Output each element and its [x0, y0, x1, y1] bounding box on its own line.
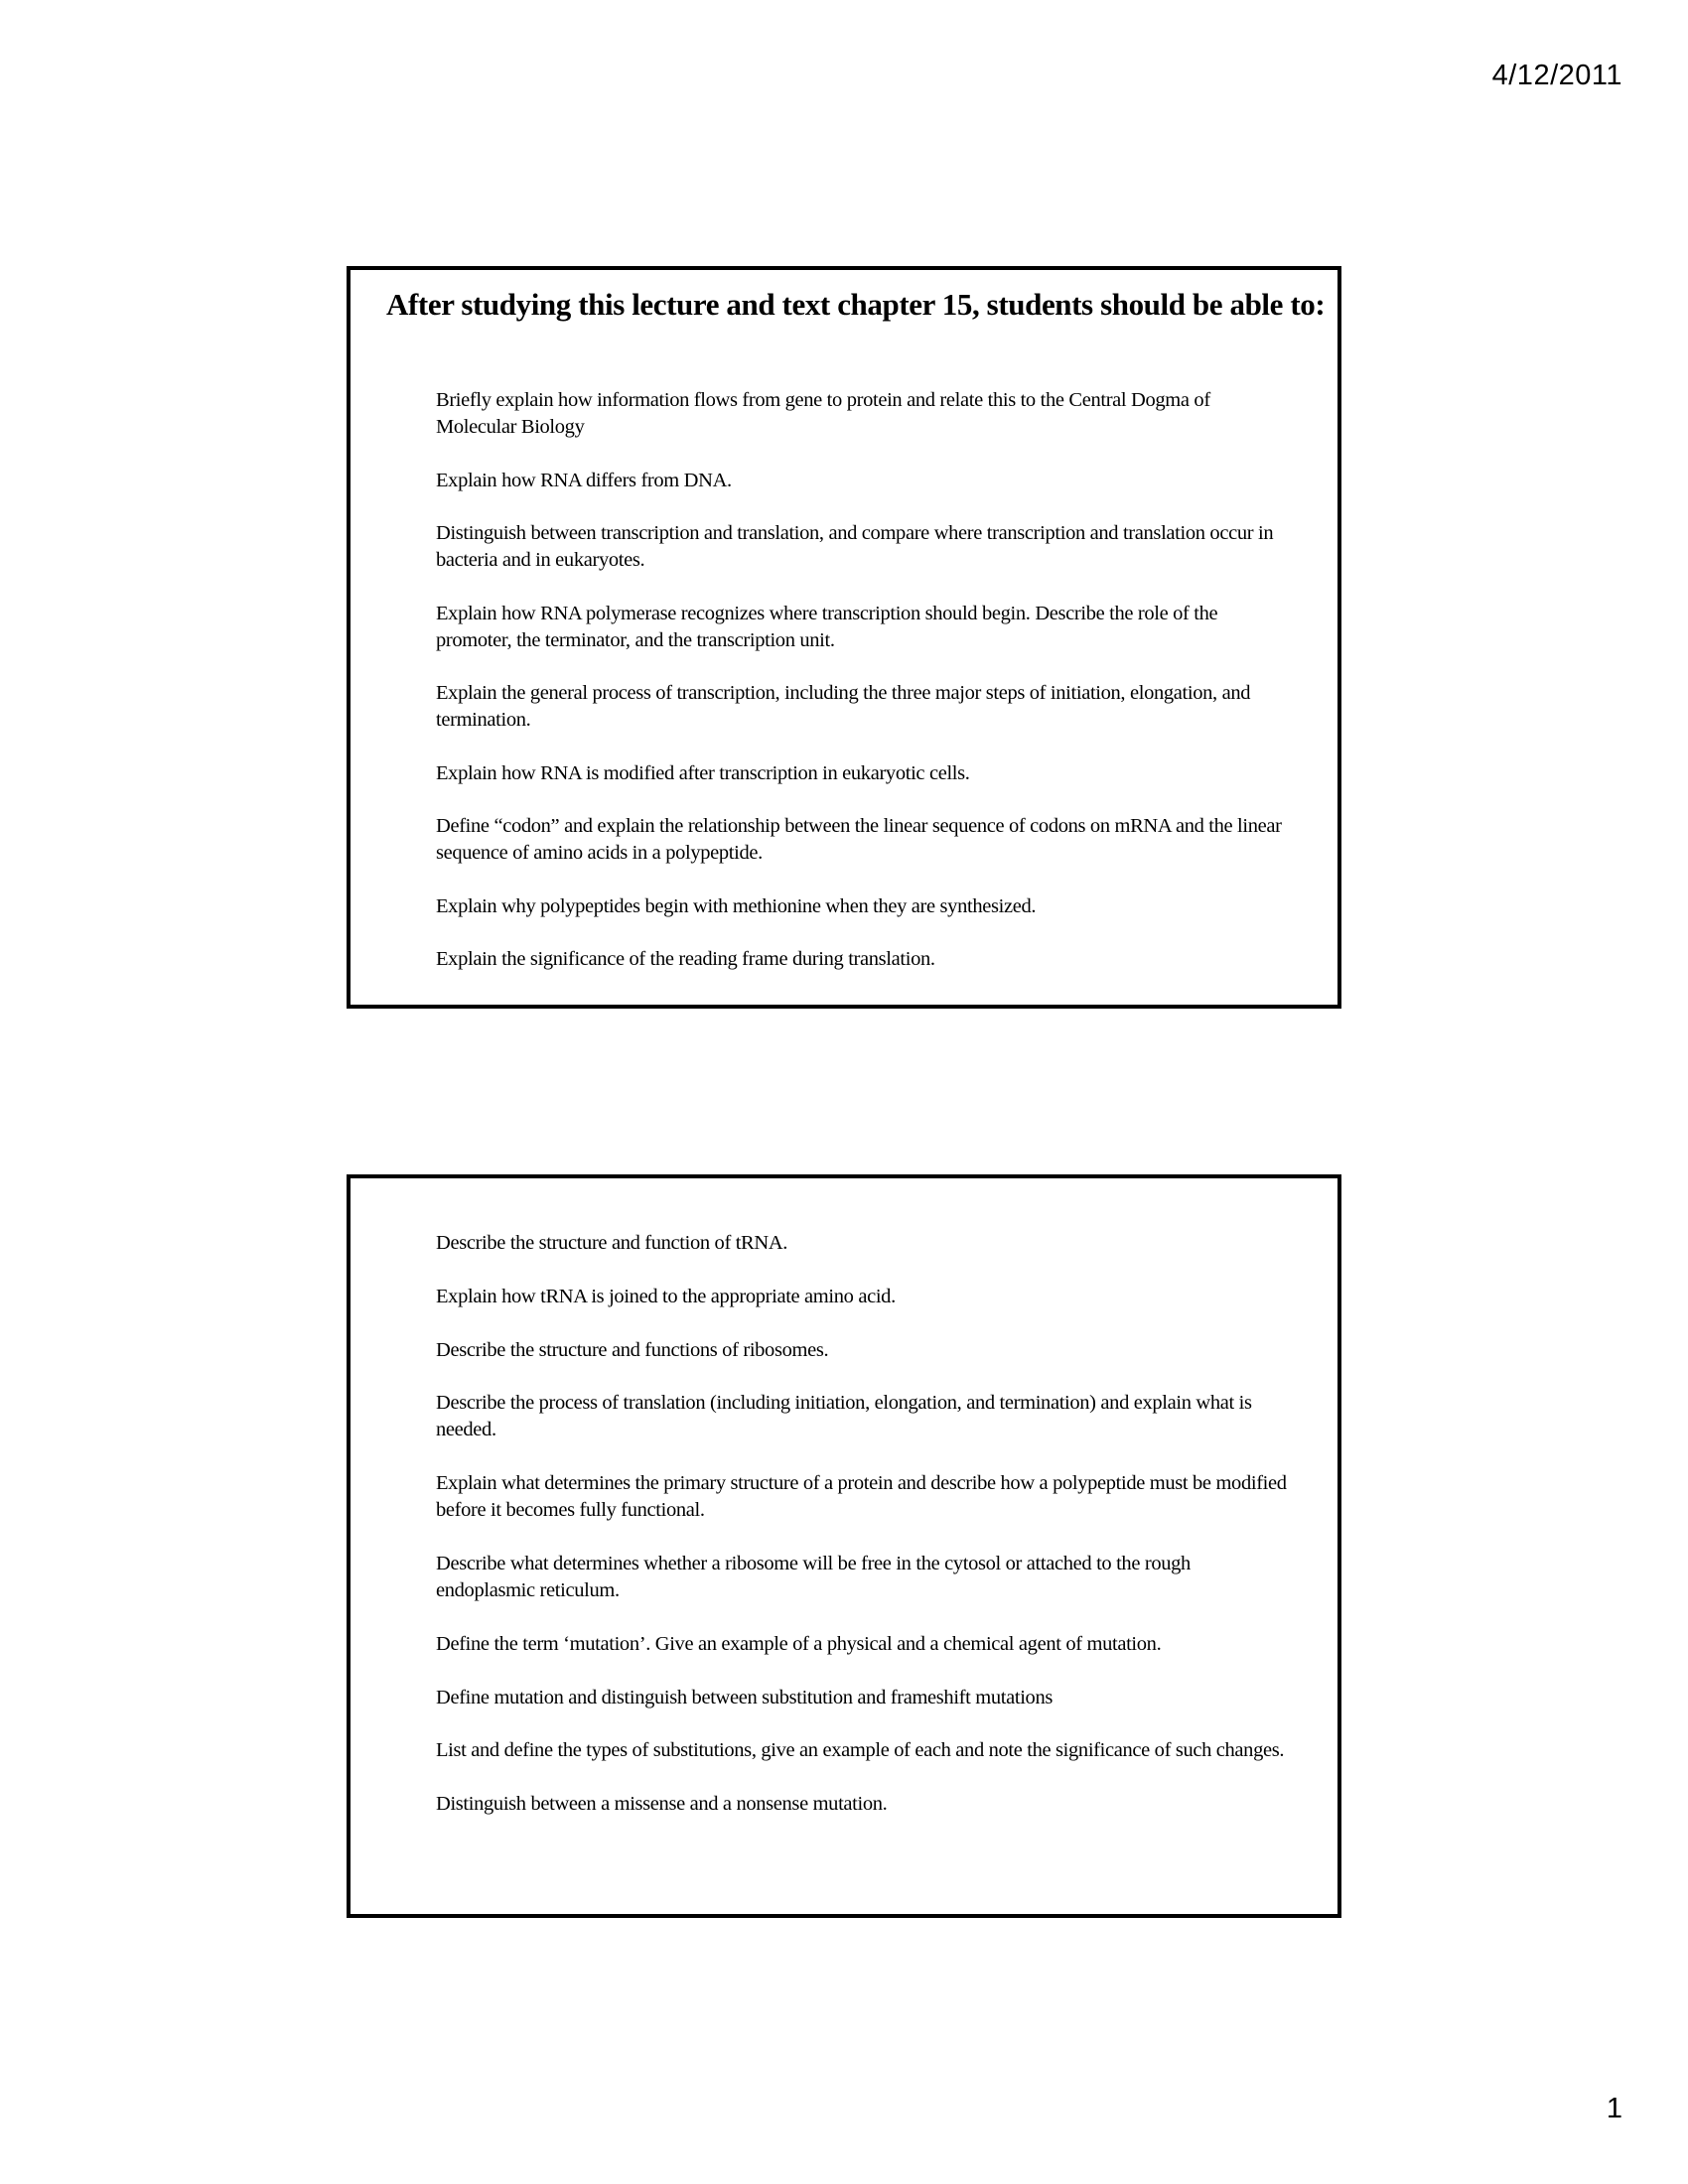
objective-item: Explain the general process of transcription, including the three major steps of initiation, elongation, and termination.: [436, 682, 1251, 731]
objective-item: Describe what determines whether a ribosome will be free in the cytosol or attached to the rough endoplasmic reticulum.: [436, 1552, 1191, 1601]
slide-2: [347, 1174, 1341, 1918]
objective-item: Explain how RNA polymerase recognizes where transcription should begin. Describe the role of the promoter, the terminator, and the transcription unit.: [436, 602, 1218, 651]
objectives-list: [436, 387, 1290, 1000]
objective-item: Briefly explain how information flows from gene to protein and relate this to the Central Dogma of Molecular Biology: [436, 389, 1210, 438]
objectives-list: [436, 1230, 1290, 1844]
objective-item: Describe the structure and functions of ribosomes.: [436, 1338, 829, 1361]
objective-item: Distinguish between transcription and translation, and compare where transcription and translation occur in bacteria and in eukaryotes.: [436, 522, 1274, 571]
objective-item: Distinguish between a missense and a nonsense mutation.: [436, 1793, 888, 1816]
objective-item: Explain how RNA is modified after transcription in eukaryotic cells.: [436, 761, 970, 784]
objective-item: Explain how tRNA is joined to the appropriate amino acid.: [436, 1285, 896, 1307]
slide-1: [347, 266, 1341, 1009]
objective-item: Describe the structure and function of tRNA.: [436, 1232, 788, 1254]
objective-item: Describe the process of translation (including initiation, elongation, and termination) and explain what is needed.: [436, 1392, 1252, 1441]
objective-item: Explain the significance of the reading frame during translation.: [436, 948, 935, 970]
objective-item: Explain what determines the primary structure of a protein and describe how a polypeptide must be modified before it becomes fully functional.: [436, 1472, 1287, 1522]
objective-item: Explain why polypeptides begin with methionine when they are synthesized.: [436, 894, 1037, 917]
objective-item: List and define the types of substitutions, give an example of each and note the significance of such changes.: [436, 1739, 1285, 1762]
page-number: 1: [1606, 2093, 1622, 2124]
objective-item: Define the term ‘mutation’. Give an example of a physical and a chemical agent of mutation.: [436, 1632, 1162, 1655]
objective-item: Explain how RNA differs from DNA.: [436, 469, 732, 491]
header-date: 4/12/2011: [1491, 60, 1622, 91]
objective-item: Define mutation and distinguish between substitution and frameshift mutations: [436, 1686, 1053, 1708]
objective-item: Define “codon” and explain the relationship between the linear sequence of codons on mRNA and the linear sequence of amino acids in a polypeptide.: [436, 815, 1282, 864]
slide-title: After studying this lecture and text chapter 15, students should be able to:: [386, 287, 1326, 322]
